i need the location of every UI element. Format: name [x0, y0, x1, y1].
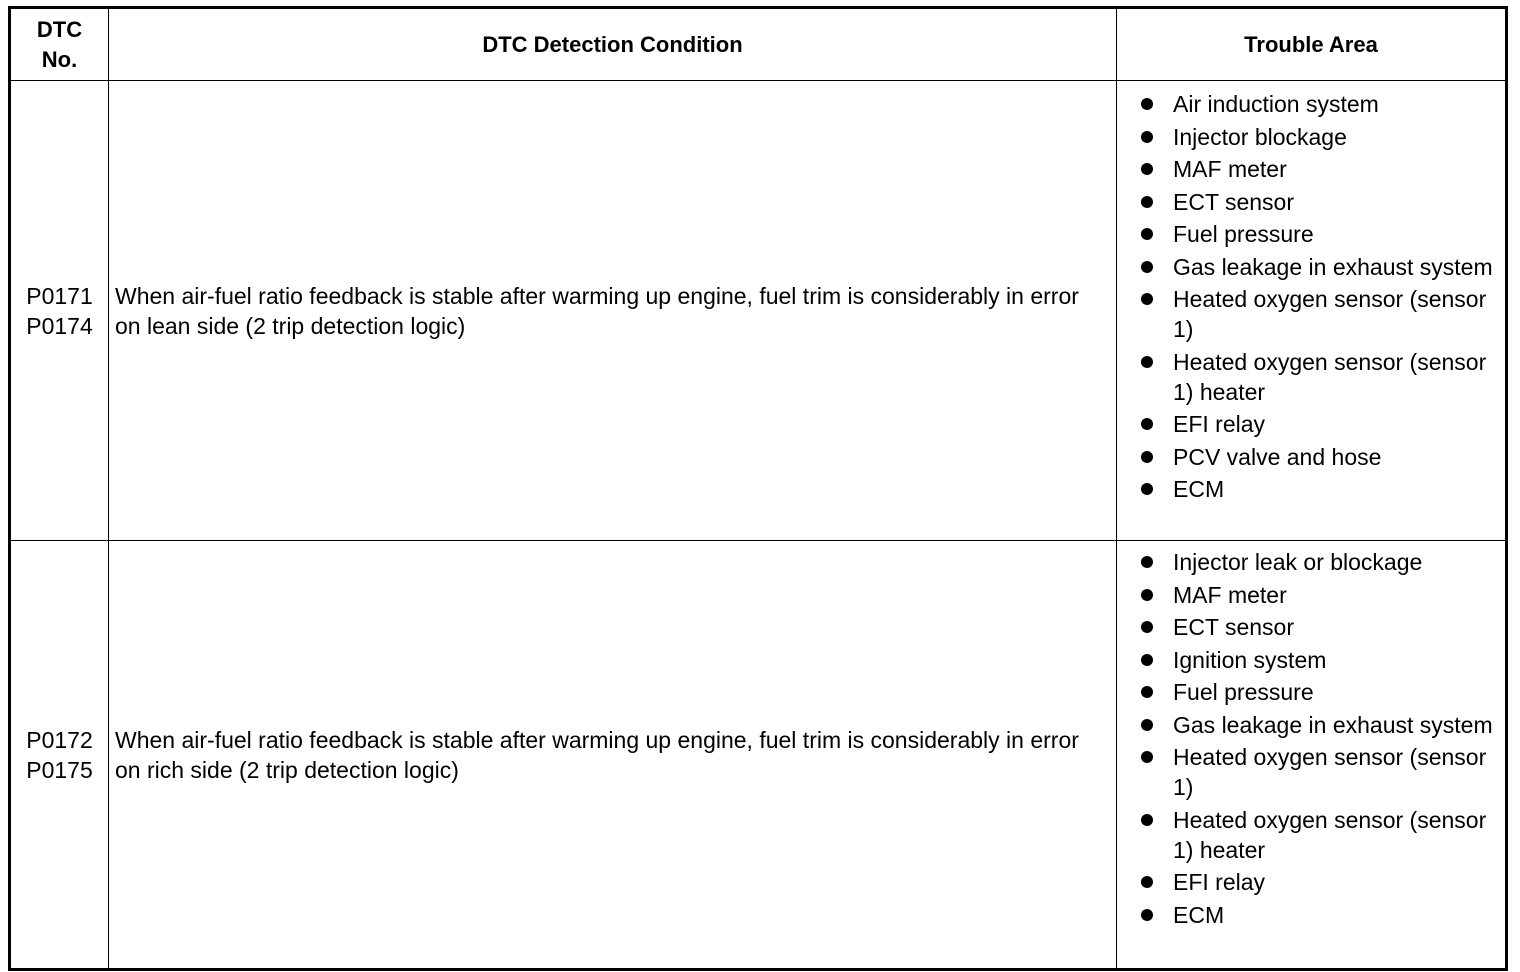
- bullet-icon: [1141, 163, 1153, 175]
- list-item: [1141, 612, 1505, 642]
- bullet-icon: [1141, 293, 1153, 305]
- list-item: [1141, 347, 1505, 407]
- trouble-area-label: ECM: [1173, 476, 1225, 502]
- bullet-icon: [1141, 751, 1153, 763]
- header-row: [10, 8, 1507, 81]
- detection-condition-cell: When air-fuel ratio feedback is stable after warming up engine, fuel trim is considerably in error on rich side (2 trip detection logic): [109, 541, 1117, 970]
- list-item: [1141, 154, 1505, 184]
- bullet-icon: [1141, 654, 1153, 666]
- trouble-area-label: Injector leak or blockage: [1173, 549, 1423, 575]
- dtc-code: P0175: [26, 756, 93, 783]
- trouble-area-label: MAF meter: [1173, 581, 1287, 608]
- dtc-table: [8, 6, 1508, 971]
- dtc-code: P0172: [26, 726, 93, 753]
- bullet-icon: [1141, 876, 1153, 888]
- list-item: [1141, 867, 1505, 897]
- header-condition: DTC Detection Condition: [109, 8, 1117, 81]
- bullet-icon: [1141, 196, 1153, 208]
- table-row: [10, 541, 1507, 970]
- header-dtc-no-line2: No.: [41, 46, 78, 72]
- trouble-area-label: ECT sensor: [1173, 614, 1295, 640]
- header-dtc-no: [10, 8, 109, 81]
- header-dtc-no-line1: DTC: [36, 16, 83, 42]
- list-item: [1141, 547, 1505, 577]
- trouble-area-list: [1117, 81, 1505, 504]
- bullet-icon: [1141, 814, 1153, 826]
- list-item: [1141, 900, 1505, 930]
- table-row: [10, 81, 1507, 541]
- bullet-icon: [1141, 98, 1153, 110]
- dtc-code-cell: [10, 541, 109, 970]
- detection-condition-cell: When air-fuel ratio feedback is stable after warming up engine, fuel trim is considerably in error on lean side (2 trip detection logic): [109, 81, 1117, 541]
- list-item: [1141, 580, 1505, 610]
- trouble-area-label: Air induction system: [1173, 91, 1379, 117]
- trouble-area-label: Gas leakage in exhaust system: [1173, 253, 1493, 280]
- bullet-icon: [1141, 451, 1153, 463]
- trouble-area-cell: [1117, 81, 1507, 541]
- trouble-area-label: Heated oxygen sensor (sensor 1) heater: [1173, 348, 1487, 405]
- list-item: [1141, 805, 1505, 865]
- list-item: [1141, 742, 1505, 802]
- dtc-code: P0174: [26, 312, 93, 339]
- list-item: [1141, 409, 1505, 439]
- list-item: [1141, 442, 1505, 472]
- bullet-icon: [1141, 483, 1153, 495]
- header-trouble-area: Trouble Area: [1117, 8, 1507, 81]
- bullet-icon: [1141, 261, 1153, 273]
- dtc-code: P0171: [26, 282, 93, 309]
- bullet-icon: [1141, 589, 1153, 601]
- trouble-area-cell: [1117, 541, 1507, 970]
- list-item: [1141, 645, 1505, 675]
- bullet-icon: [1141, 686, 1153, 698]
- bullet-icon: [1141, 719, 1153, 731]
- trouble-area-label: ECM: [1173, 901, 1225, 928]
- list-item: [1141, 219, 1505, 249]
- trouble-area-label: EFI relay: [1173, 411, 1266, 437]
- trouble-area-list: [1117, 541, 1505, 930]
- bullet-icon: [1141, 356, 1153, 368]
- list-item: [1141, 252, 1505, 282]
- bullet-icon: [1141, 418, 1153, 430]
- list-item: [1141, 122, 1505, 152]
- bullet-icon: [1141, 621, 1153, 633]
- list-item: [1141, 710, 1505, 740]
- dtc-code-cell: [10, 81, 109, 541]
- list-item: [1141, 284, 1505, 344]
- bullet-icon: [1141, 131, 1153, 143]
- bullet-icon: [1141, 909, 1153, 921]
- trouble-area-label: Heated oxygen sensor (sensor 1) heater: [1173, 806, 1487, 863]
- trouble-area-label: Heated oxygen sensor (sensor 1): [1173, 744, 1487, 800]
- list-item: [1141, 89, 1505, 119]
- list-item: [1141, 474, 1505, 504]
- bullet-icon: [1141, 228, 1153, 240]
- trouble-area-label: Fuel pressure: [1173, 679, 1314, 705]
- trouble-area-label: PCV valve and hose: [1173, 443, 1382, 470]
- trouble-area-label: Injector blockage: [1173, 123, 1347, 150]
- trouble-area-label: EFI relay: [1173, 869, 1266, 895]
- trouble-area-label: Fuel pressure: [1173, 221, 1314, 247]
- list-item: [1141, 677, 1505, 707]
- bullet-icon: [1141, 556, 1153, 568]
- trouble-area-label: Ignition system: [1173, 646, 1327, 673]
- list-item: [1141, 187, 1505, 217]
- trouble-area-label: MAF meter: [1173, 156, 1287, 182]
- trouble-area-label: Gas leakage in exhaust system: [1173, 711, 1493, 738]
- trouble-area-label: ECT sensor: [1173, 188, 1295, 215]
- trouble-area-label: Heated oxygen sensor (sensor 1): [1173, 286, 1487, 342]
